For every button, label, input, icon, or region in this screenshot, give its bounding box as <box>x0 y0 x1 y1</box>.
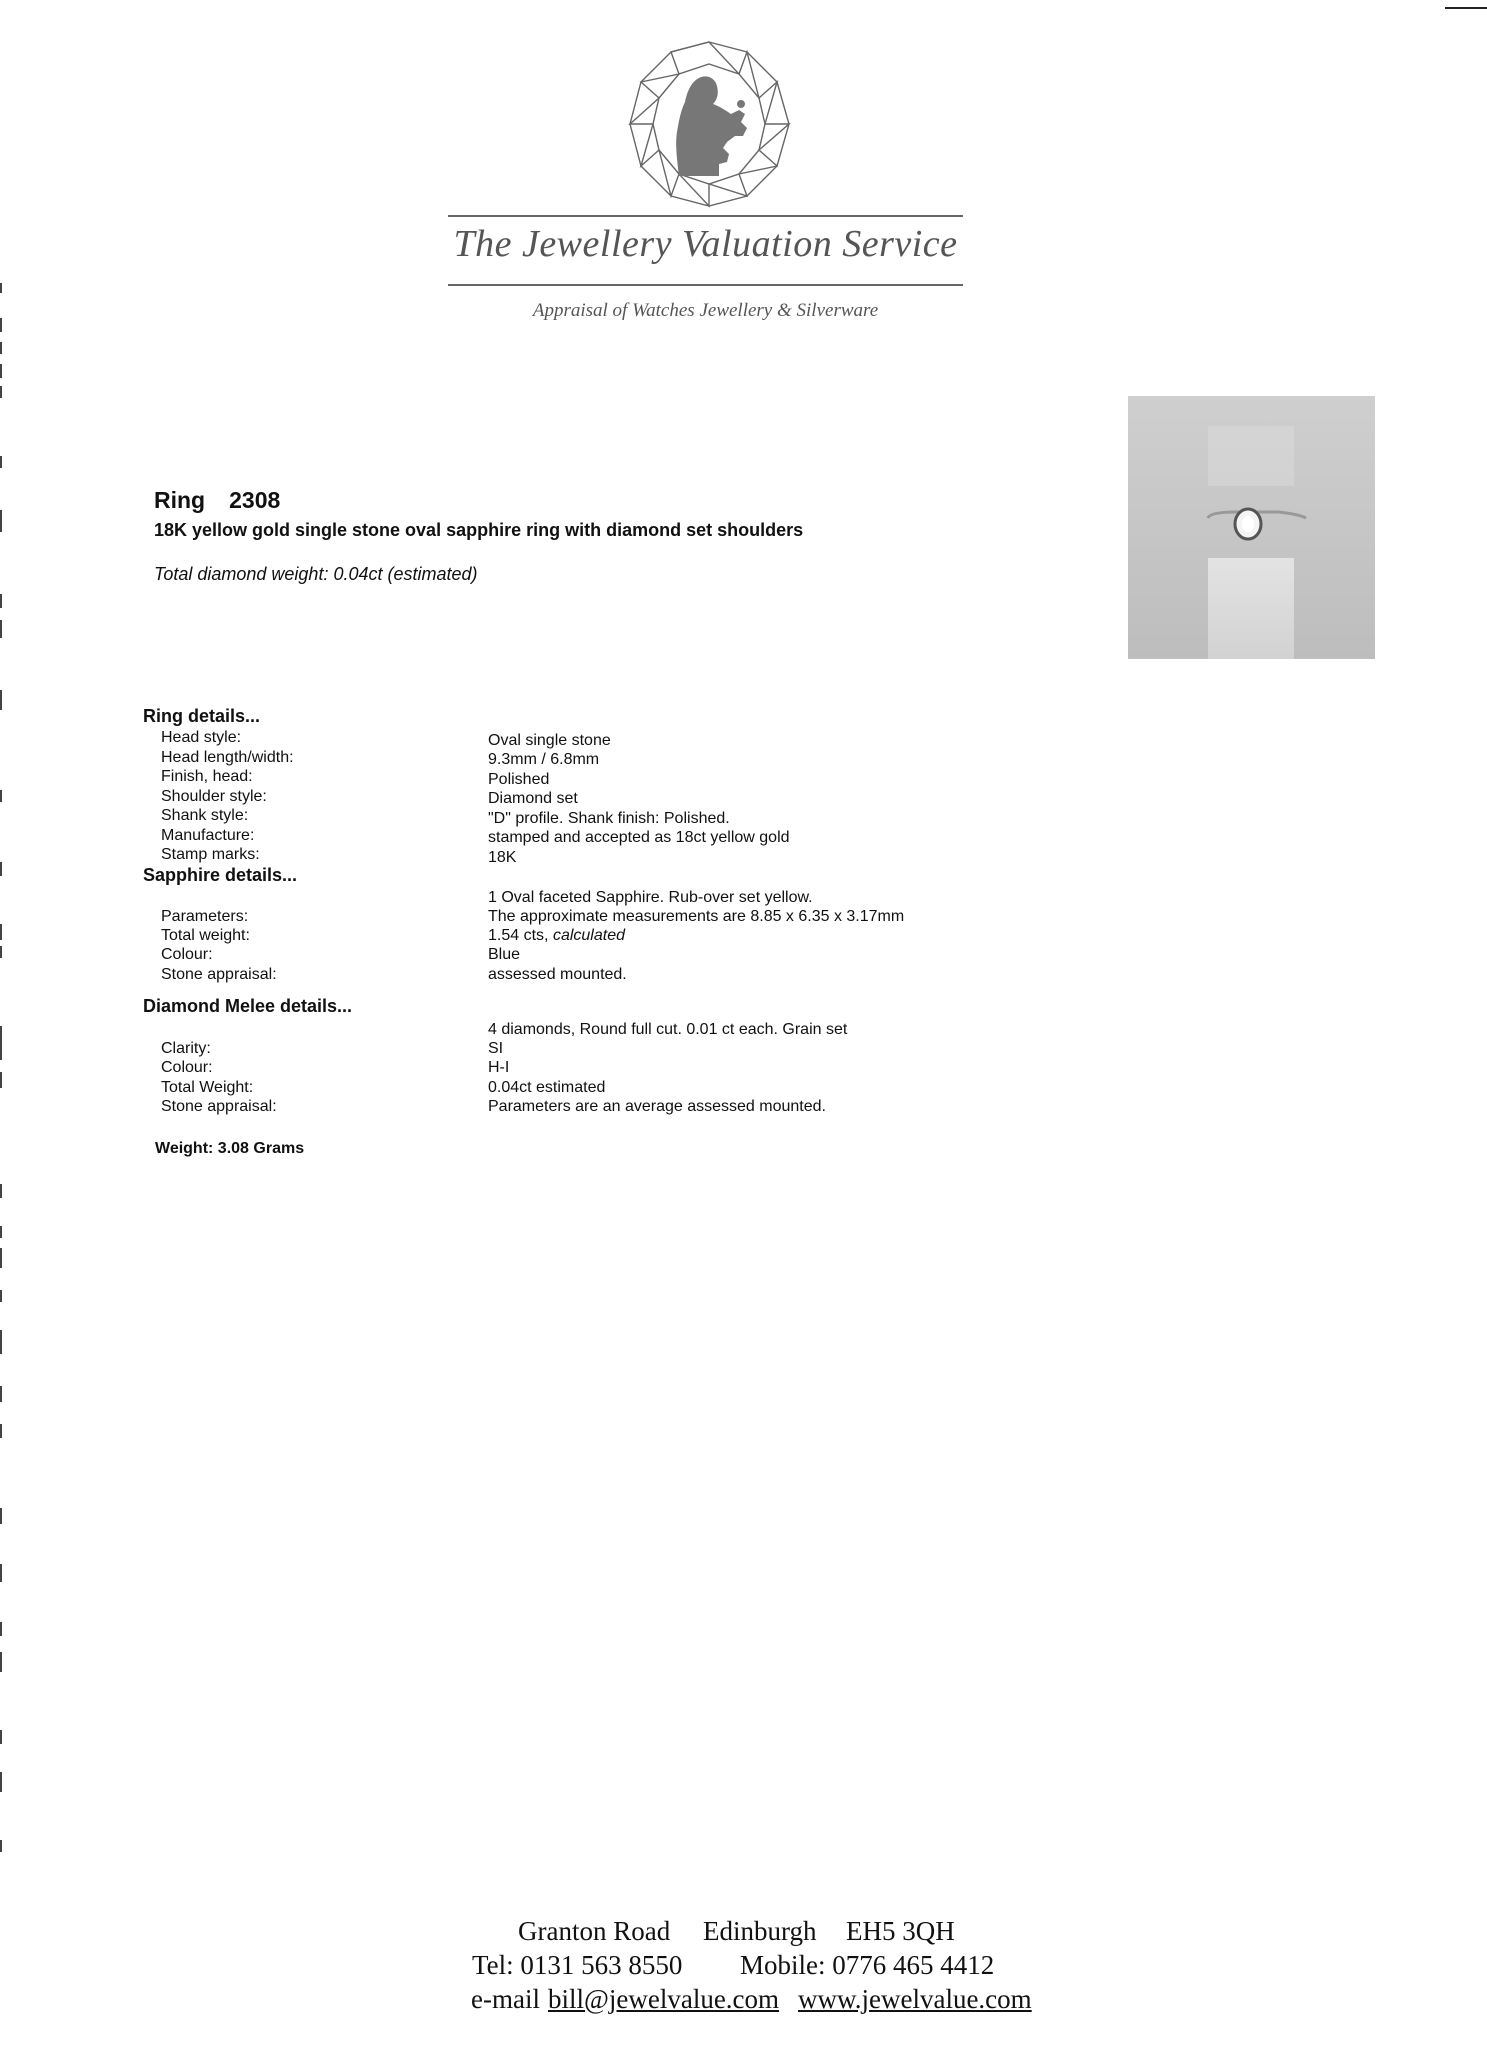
item-category: Ring <box>154 487 206 513</box>
detail-value: 9.3mm / 6.8mm <box>488 751 600 768</box>
scan-mark <box>0 924 2 940</box>
scan-mark <box>0 1072 2 1088</box>
scan-mark <box>0 1730 2 1744</box>
scan-mark <box>0 1622 2 1636</box>
scan-mark <box>0 1564 2 1582</box>
scan-mark <box>0 1026 2 1060</box>
total-weight-value: 1.54 cts, <box>488 927 549 944</box>
detail-value: Parameters are an average assessed mounted. <box>488 1098 826 1115</box>
item-title <box>154 487 280 514</box>
scan-mark <box>0 790 2 802</box>
scan-mark <box>0 594 2 608</box>
detail-label: Manufacture: <box>161 827 255 844</box>
detail-value: H-I <box>488 1059 510 1076</box>
ring-photo <box>1128 396 1375 659</box>
scan-mark <box>0 283 2 293</box>
detail-label: Finish, head: <box>161 768 253 785</box>
mobile: Mobile: 0776 465 4412 <box>740 1950 995 1980</box>
jeweller-diamond-logo <box>627 40 792 210</box>
detail-value <box>488 926 625 945</box>
divider <box>448 284 963 286</box>
divider <box>448 215 963 217</box>
scan-mark <box>0 946 2 958</box>
detail-value: stamped and accepted as 18ct yellow gold <box>488 829 790 846</box>
sapphire-details-heading: Sapphire details... <box>143 865 298 885</box>
diamond-intro: 4 diamonds, Round full cut. 0.01 ct each. Grain set <box>488 1021 848 1038</box>
website-link[interactable] <box>798 1984 1032 2015</box>
detail-value: Polished <box>488 771 550 788</box>
detail-value: 18K <box>488 849 517 866</box>
scan-mark <box>0 510 2 532</box>
total-weight-note: calculated <box>552 927 625 944</box>
scan-mark <box>0 342 2 354</box>
ring-details-heading: Ring details... <box>143 706 261 726</box>
scan-mark <box>0 1330 2 1354</box>
detail-label: Stamp marks: <box>161 846 260 863</box>
scan-mark <box>0 1772 2 1792</box>
website-address[interactable]: www.jewelvalue.com <box>798 1984 1032 2014</box>
scan-mark <box>1445 7 1487 9</box>
sapphire-intro: 1 Oval faceted Sapphire. Rub-over set yellow. <box>488 889 813 906</box>
detail-value: Blue <box>488 946 521 963</box>
detail-value: 0.04ct estimated <box>488 1079 606 1096</box>
scan-mark <box>0 318 2 332</box>
scan-mark <box>0 364 2 378</box>
telephone: Tel: 0131 563 8550 <box>472 1950 683 1980</box>
detail-value: Diamond set <box>488 790 578 807</box>
address-street: Granton Road <box>518 1916 671 1946</box>
email-label: e-mail <box>471 1984 540 2014</box>
detail-label: Shoulder style: <box>161 788 267 805</box>
scan-mark <box>0 620 2 638</box>
detail-value: assessed mounted. <box>488 966 627 983</box>
diamond-details-heading: Diamond Melee details... <box>143 996 353 1016</box>
scan-mark <box>0 690 2 710</box>
item-number: 2308 <box>229 487 281 513</box>
detail-label: Parameters: <box>161 908 249 925</box>
scan-mark <box>0 1226 2 1238</box>
detail-label: Head style: <box>161 729 242 746</box>
address-city: Edinburgh <box>703 1916 817 1946</box>
scan-mark <box>0 386 2 398</box>
scan-mark <box>0 1386 2 1402</box>
scan-mark <box>0 1290 2 1302</box>
address-postcode: EH5 3QH <box>846 1916 955 1946</box>
detail-label: Stone appraisal: <box>161 966 277 983</box>
item-weight: Weight: 3.08 Grams <box>155 1140 305 1157</box>
detail-label: Shank style: <box>161 807 249 824</box>
detail-value: The approximate measurements are 8.85 x 6.35 x 3.17mm <box>488 908 905 925</box>
scan-mark <box>0 1508 2 1524</box>
detail-label: Colour: <box>161 1059 213 1076</box>
total-diamond-weight: Total diamond weight: 0.04ct (estimated) <box>154 564 478 584</box>
scan-mark <box>0 1652 2 1672</box>
detail-label: Total weight: <box>161 927 250 944</box>
brand-name: The Jewellery Valuation Service <box>453 223 958 265</box>
detail-label: Stone appraisal: <box>161 1098 277 1115</box>
scan-mark <box>0 862 2 876</box>
item-description: 18K yellow gold single stone oval sapphire ring with diamond set shoulders <box>154 520 804 540</box>
detail-label: Clarity: <box>161 1040 211 1057</box>
scan-mark <box>0 1184 2 1198</box>
detail-label: Total Weight: <box>161 1079 254 1096</box>
detail-value: SI <box>488 1040 504 1057</box>
scan-mark <box>0 1840 2 1852</box>
detail-label: Head length/width: <box>161 749 294 766</box>
brand-tagline: Appraisal of Watches Jewellery & Silverware <box>532 300 879 321</box>
scan-mark <box>0 1424 2 1438</box>
detail-value: "D" profile. Shank finish: Polished. <box>488 810 730 827</box>
email-link[interactable] <box>548 1984 779 2015</box>
detail-value: Oval single stone <box>488 732 611 749</box>
detail-label: Colour: <box>161 946 213 963</box>
scan-mark <box>0 1248 2 1268</box>
scan-mark <box>0 456 2 468</box>
email-address[interactable]: bill@jewelvalue.com <box>548 1984 780 2014</box>
